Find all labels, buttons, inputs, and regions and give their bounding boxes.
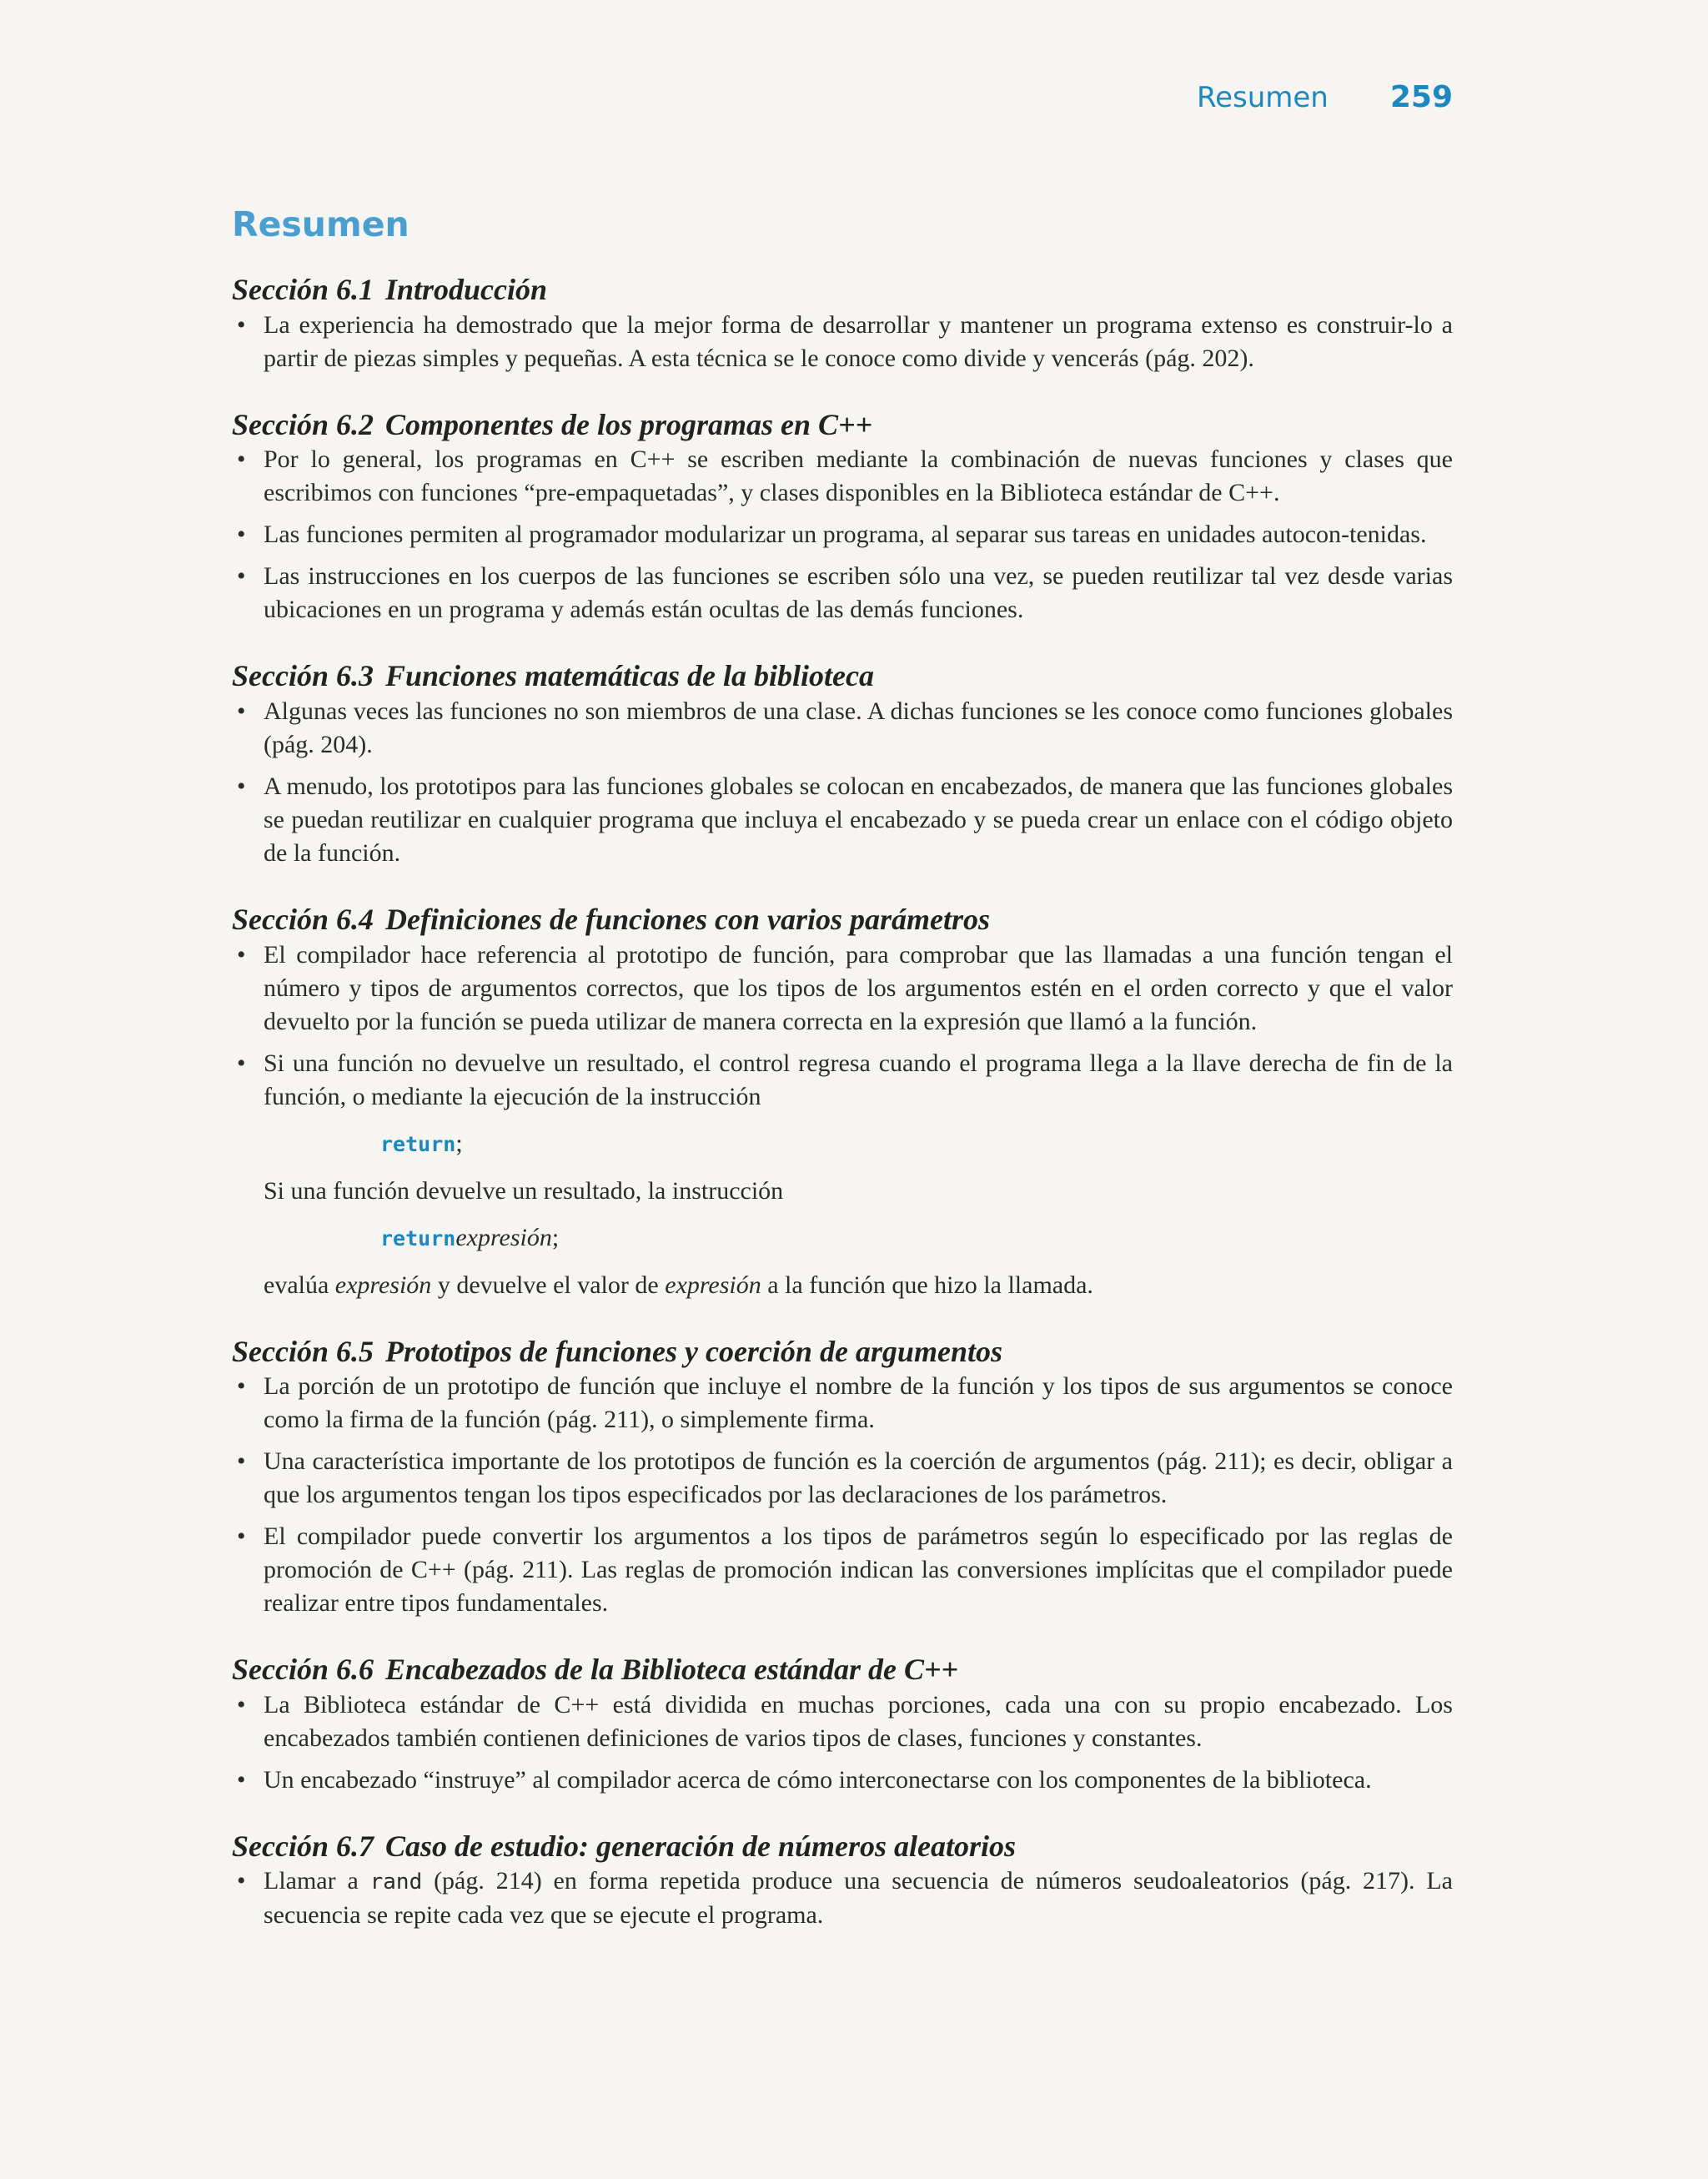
- section-6-7: [232, 1830, 1453, 1933]
- code-statement: [232, 1221, 1453, 1256]
- section-heading: [232, 1830, 1453, 1864]
- section-number: Sección 6.6: [232, 1653, 374, 1687]
- section-heading: [232, 409, 1453, 442]
- section-6-2: [232, 409, 1453, 627]
- text-run: (pág. 214) en forma repetida produce una secuencia de números seudoaleatorios (pág. 217). La secuencia se repite cada vez que se ejecute el programa.: [264, 1867, 1453, 1930]
- section-heading: [232, 274, 1453, 307]
- running-header: [1197, 80, 1453, 114]
- section-title: Introducción: [384, 273, 548, 307]
- bullet-list: [232, 443, 1453, 627]
- text-run: y devuelve el valor de: [431, 1271, 666, 1299]
- code-expression: expresión: [455, 1223, 552, 1251]
- page-title: Resumen: [232, 204, 409, 244]
- bullet-item: • El compilador hace referencia al prototipo de función, para comprobar que las llamadas a una función tengan el número y tipos de argumentos correctos, que los tipos de los argumentos estén en el orden correcto y que el valor devuelto por la función se pueda utilizar de manera correcta en la expresión que llamó a la función.: [232, 939, 1453, 1039]
- bullet-list: [232, 1688, 1453, 1797]
- text-run: Llamar a: [264, 1867, 370, 1895]
- bullet-item: • Las funciones permiten al programador modularizar un programa, al separar sus tareas en unidades autocon-tenidas.: [232, 518, 1453, 551]
- bullet-item: • El compilador puede convertir los argumentos a los tipos de parámetros según lo especificado por las reglas de promoción de C++ (pág. 211). Las reglas de promoción indican las conversiones implícitas que el compilador puede realizar entre tipos fundamentales.: [232, 1520, 1453, 1620]
- text-run: evalúa: [264, 1271, 335, 1299]
- section-title: Funciones matemáticas de la biblioteca: [384, 659, 874, 693]
- section-title: Componentes de los programas en C++: [384, 407, 873, 441]
- section-heading: [232, 660, 1453, 693]
- section-number: Sección 6.5: [232, 1334, 374, 1368]
- italic-term: expresión: [334, 1271, 432, 1299]
- section-heading: [232, 1336, 1453, 1369]
- section-6-5: [232, 1336, 1453, 1621]
- italic-term: expresión: [665, 1271, 761, 1299]
- bullet-item: • La Biblioteca estándar de C++ está dividida en muchas porciones, cada una con su propio encabezado. Los encabezados también contienen definiciones de varios tipos de clases, funciones y constantes.: [232, 1688, 1453, 1755]
- section-number: Sección 6.2: [232, 407, 374, 441]
- section-heading: [232, 903, 1453, 937]
- section-6-1: [232, 274, 1453, 375]
- section-6-4: [232, 903, 1453, 1302]
- section-number: Sección 6.4: [232, 902, 374, 936]
- code-punctuation: ;: [551, 1223, 560, 1251]
- bullet-list: [232, 695, 1453, 870]
- bullet-item: • Si una función no devuelve un resultado, el control regresa cuando el programa llega a la llave derecha de fin de la función, o mediante la ejecución de la instrucción: [232, 1047, 1453, 1114]
- bullet-item: • Algunas veces las funciones no son miembros de una clase. A dichas funciones se les conoce como funciones globales (pág. 204).: [232, 695, 1453, 762]
- bullet-item: • A menudo, los prototipos para las funciones globales se colocan en encabezados, de manera que las funciones globales se puedan reutilizar en cualquier programa que incluya el encabezado y se pueda crear un enlace con el código objeto de la función.: [232, 770, 1453, 870]
- bullet-list: [232, 1370, 1453, 1620]
- bullet-item: • Las instrucciones en los cuerpos de las funciones se escriben sólo una vez, se pueden reutilizar tal vez desde varias ubicaciones en un programa y además están ocultas de las demás funciones.: [232, 560, 1453, 627]
- section-number: Sección 6.1: [232, 273, 374, 307]
- section-number: Sección 6.7: [232, 1829, 374, 1863]
- bullet-item: • Por lo general, los programas en C++ se escriben mediante la combinación de nuevas funciones y clases que escribimos con funciones “pre-empaquetadas”, y clases disponibles en la Biblioteca estándar de C++.: [232, 443, 1453, 510]
- code-punctuation: ;: [455, 1129, 463, 1157]
- bullet-list: [232, 309, 1453, 375]
- code-statement: [232, 1127, 1453, 1161]
- section-title: Caso de estudio: generación de números aleatorios: [384, 1829, 1017, 1863]
- text-run: a la función que hizo la llamada.: [761, 1271, 1093, 1299]
- paragraph: [232, 1269, 1453, 1302]
- section-6-6: [232, 1653, 1453, 1797]
- paragraph: Si una función devuelve un resultado, la instrucción: [264, 1176, 784, 1205]
- bullet-list: [232, 1864, 1453, 1932]
- bullet-list: [232, 939, 1453, 1114]
- section-title: Definiciones de funciones con varios parámetros: [384, 902, 990, 936]
- section-heading: [232, 1653, 1453, 1687]
- bullet-item: • La experiencia ha demostrado que la mejor forma de desarrollar y mantener un programa extenso es construir-lo a partir de piezas simples y pequeñas. A esta técnica se le conoce como divide y vencerás (pág. 202).: [232, 309, 1453, 375]
- section-title: Prototipos de funciones y coerción de argumentos: [384, 1334, 1002, 1368]
- code-keyword: return: [380, 1225, 456, 1251]
- section-6-3: [232, 660, 1453, 870]
- running-header-title: Resumen: [1196, 81, 1329, 114]
- page-content: [232, 204, 1453, 1965]
- bullet-item: • Un encabezado “instruye” al compilador acerca de cómo interconectarse con los componentes de la biblioteca.: [232, 1764, 1453, 1797]
- page-number: 259: [1389, 80, 1453, 114]
- section-number: Sección 6.3: [232, 659, 374, 693]
- bullet-item: • Una característica importante de los prototipos de función es la coerción de argumentos (pág. 211); es decir, obligar a que los argumentos tengan los tipos especificados por las declaraciones de los parámetros.: [232, 1445, 1453, 1512]
- code-keyword: return: [380, 1131, 456, 1156]
- inline-code: rand: [369, 1870, 423, 1895]
- section-title: Encabezados de la Biblioteca estándar de C++: [384, 1653, 958, 1687]
- bullet-item: • La porción de un prototipo de función que incluye el nombre de la función y los tipos de sus argumentos se conoce como la firma de la función (pág. 211), o simplemente firma.: [232, 1370, 1453, 1437]
- bullet-item: [232, 1864, 1453, 1932]
